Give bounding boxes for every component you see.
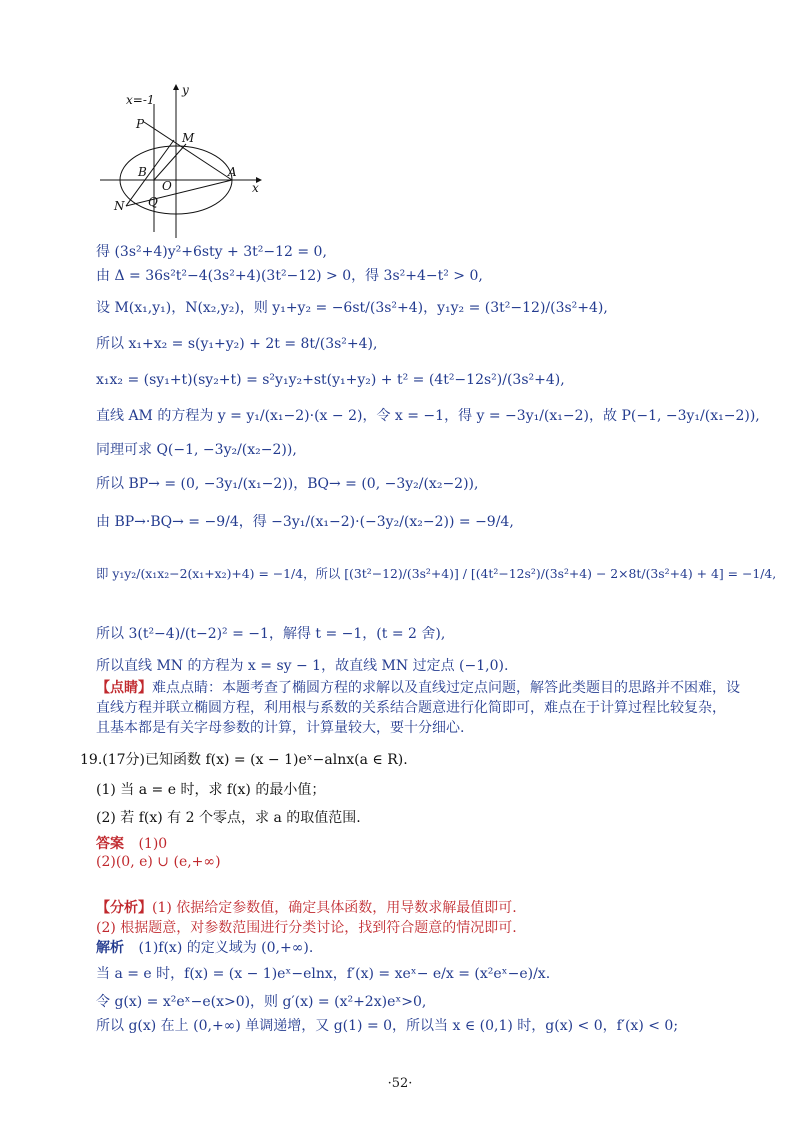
explanation-line-3: 令 g(x) = x²eˣ−e(x>0)，则 g′(x) = (x²+2x)eˣ>0, [96,994,427,1010]
solution-line-9: 由 BP→·BQ→ = −9/4，得 −3y₁/(x₁−2)·(−3y₂/(x₂−2)) = −9/4, [96,514,514,530]
label-O: O [162,179,172,193]
answer-line-1 [96,834,167,854]
explanation-line-4: 所以 g(x) 在上 (0,+∞) 单调递增，又 g(1) = 0，所以当 x ∈ (0,1) 时，g(x) < 0，f′(x) < 0; [96,1018,679,1034]
solution-line-10: 即 y₁y₂/(x₁x₂−2(x₁+x₂)+4) = −1/4，所以 [(3t²−12)/(3s²+4)] / [(4t²−12s²)/(3s²+4) − 2×8t/(3s²+4) + 4] = −1/4, [96,566,777,581]
problem-number: 19. [80,752,103,768]
analysis-text-1: (1) 依据给定参数值，确定具体函数，用导数求解最值即可. [152,900,517,916]
solution-line-1: 得 (3s²+4)y²+6sty + 3t²−12 = 0, [96,244,327,260]
problem-part-2: (2) 若 f(x) 有 2 个零点，求 a 的取值范围. [96,810,361,826]
solution-line-12: 所以直线 MN 的方程为 x = sy − 1，故直线 MN 过定点 (−1,0). [96,658,509,674]
ellipse-diagram [96,82,266,240]
label-A: A [228,165,237,179]
label-Q: Q [148,195,158,209]
label-x: x [252,181,259,195]
label-N: N [114,199,125,213]
label-x-eq: x=-1 [126,93,155,107]
comment-tag: 【点睛】 [96,680,152,696]
problem-stem-text: (17分)已知函数 f(x) = (x − 1)eˣ−alnx(a ∈ R). [102,752,408,768]
analysis-tag: 【分析】 [96,900,152,916]
label-B: B [138,165,147,179]
solution-line-8: 所以 BP→ = (0, −3y₁/(x₁−2))，BQ→ = (0, −3y₂/(x₂−2)), [96,476,479,492]
solution-line-7: 同理可求 Q(−1, −3y₂/(x₂−2)), [96,442,297,458]
explanation-line-2: 当 a = e 时，f(x) = (x − 1)eˣ−elnx，f′(x) = xeˣ− e/x = (x²eˣ−e)/x. [96,966,551,982]
line-BM [154,144,186,180]
explanation-label: 解析 [96,940,124,956]
solution-line-11: 所以 3(t²−4)/(t−2)² = −1，解得 t = −1，(t = 2 舍), [96,626,446,642]
comment-line-2: 直线方程并联立椭圆方程，利用根与系数的关系结合题意进行化简即可，难点在于计算过程比较复杂， [96,700,726,716]
solution-line-6: 直线 AM 的方程为 y = y₁/(x₁−2)·(x − 2)，令 x = −1，得 y = −3y₁/(x₁−2)，故 P(−1, −3y₁/(x₁−2)), [96,408,760,424]
solution-line-3: 设 M(x₁,y₁)，N(x₂,y₂)，则 y₁+y₂ = −6st/(3s²+4)，y₁y₂ = (3t²−12)/(3s²+4), [96,300,608,316]
y-axis-arrow [173,84,179,90]
page-number: ·52· [387,1076,413,1091]
comment-text-1: 难点点睛：本题考查了椭圆方程的求解以及直线过定点问题，解答此类题目的思路并不困难，设 [152,680,740,696]
solution-line-2: 由 Δ = 36s²t²−4(3s²+4)(3t²−12) > 0，得 3s²+4−t² > 0, [96,268,483,284]
solution-line-5: x₁x₂ = (sy₁+t)(sy₂+t) = s²y₁y₂+st(y₁+y₂) + t² = (4t²−12s²)/(3s²+4), [96,372,565,388]
answer-part-2: (2)(0, e) ∪ (e,+∞) [96,854,221,870]
label-P: P [136,117,145,131]
problem-part-1: (1) 当 a = e 时，求 f(x) 的最小值； [96,782,326,798]
comment-line-3: 且基本都是有关字母参数的计算，计算量较大，要十分细心. [96,720,465,736]
label-M: M [182,131,195,145]
solution-line-4: 所以 x₁+x₂ = s(y₁+y₂) + 2t = 8t/(3s²+4), [96,336,378,352]
answer-part-1: (1)0 [138,836,168,852]
analysis-line-2: (2) 根据题意，对参数范围进行分类讨论，找到符合题意的情况即可. [96,920,517,936]
problem-stem [80,750,408,770]
label-y: y [182,83,189,97]
analysis-line-1 [96,898,517,918]
explanation-line-1 [96,938,313,958]
answer-label: 答案 [96,836,124,852]
explanation-text-1: (1)f(x) 的定义域为 (0,+∞). [138,940,314,956]
comment-line-1 [96,678,740,698]
